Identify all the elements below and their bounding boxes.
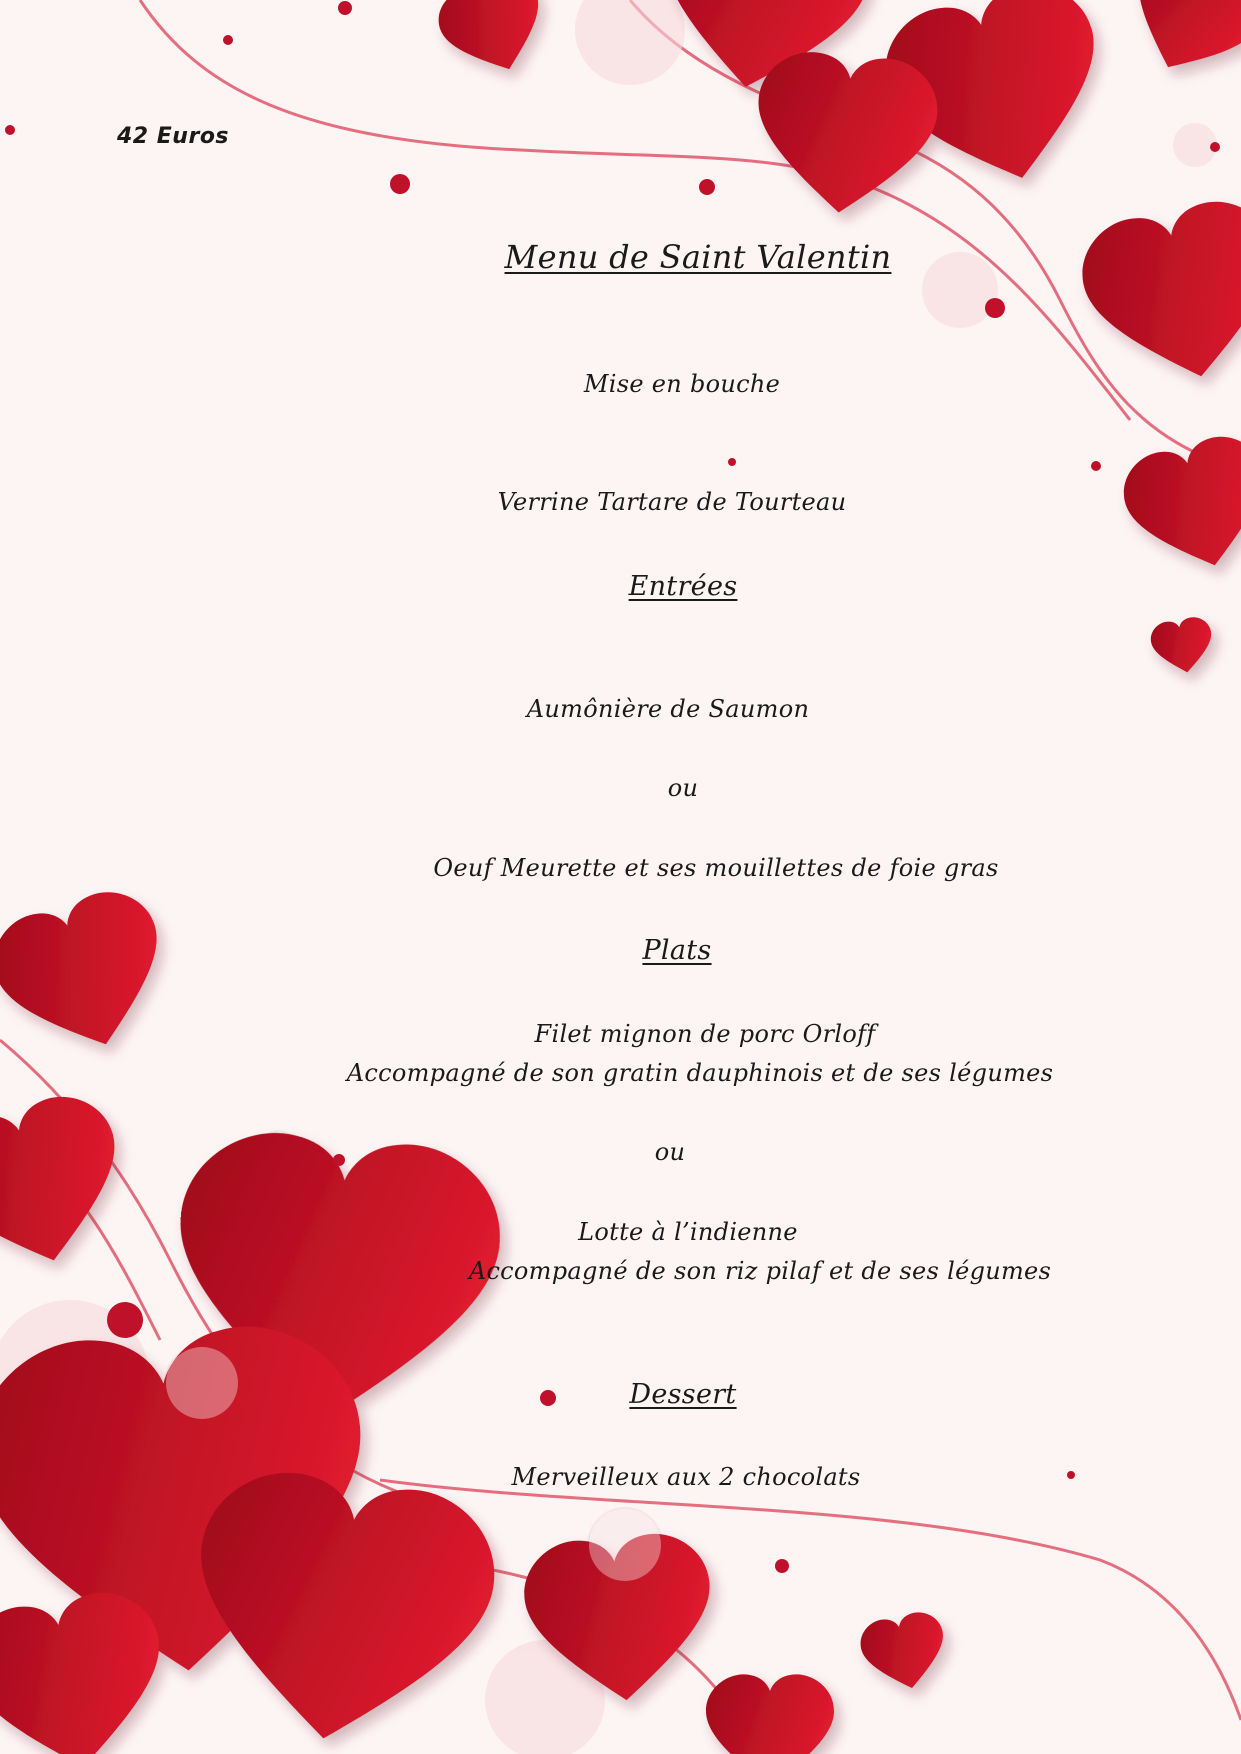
dessert-heading: Dessert xyxy=(629,1379,737,1410)
plat-option-1-side: Accompagné de son gratin dauphinois et de ses légumes xyxy=(346,1059,1054,1087)
mise-en-bouche-label: Mise en bouche xyxy=(583,370,781,398)
plat-or: ou xyxy=(654,1138,686,1166)
entree-option-1: Aumônière de Saumon xyxy=(526,695,810,723)
plat-option-1: Filet mignon de porc Orloff xyxy=(534,1020,876,1048)
price-label: 42 Euros xyxy=(117,124,230,149)
menu-title: Menu de Saint Valentin xyxy=(504,238,892,276)
entrees-heading: Entrées xyxy=(628,571,738,602)
mise-en-bouche-item: Verrine Tartare de Tourteau xyxy=(497,488,847,516)
plats-heading: Plats xyxy=(642,935,712,966)
plat-option-2: Lotte à l’indienne xyxy=(578,1218,798,1246)
entree-option-2: Oeuf Meurette et ses mouillettes de foie gras xyxy=(433,854,999,882)
plat-option-2-side: Accompagné de son riz pilaf et de ses légumes xyxy=(468,1257,1052,1285)
dessert-item: Merveilleux aux 2 chocolats xyxy=(511,1463,861,1491)
entree-or: ou xyxy=(667,774,699,802)
